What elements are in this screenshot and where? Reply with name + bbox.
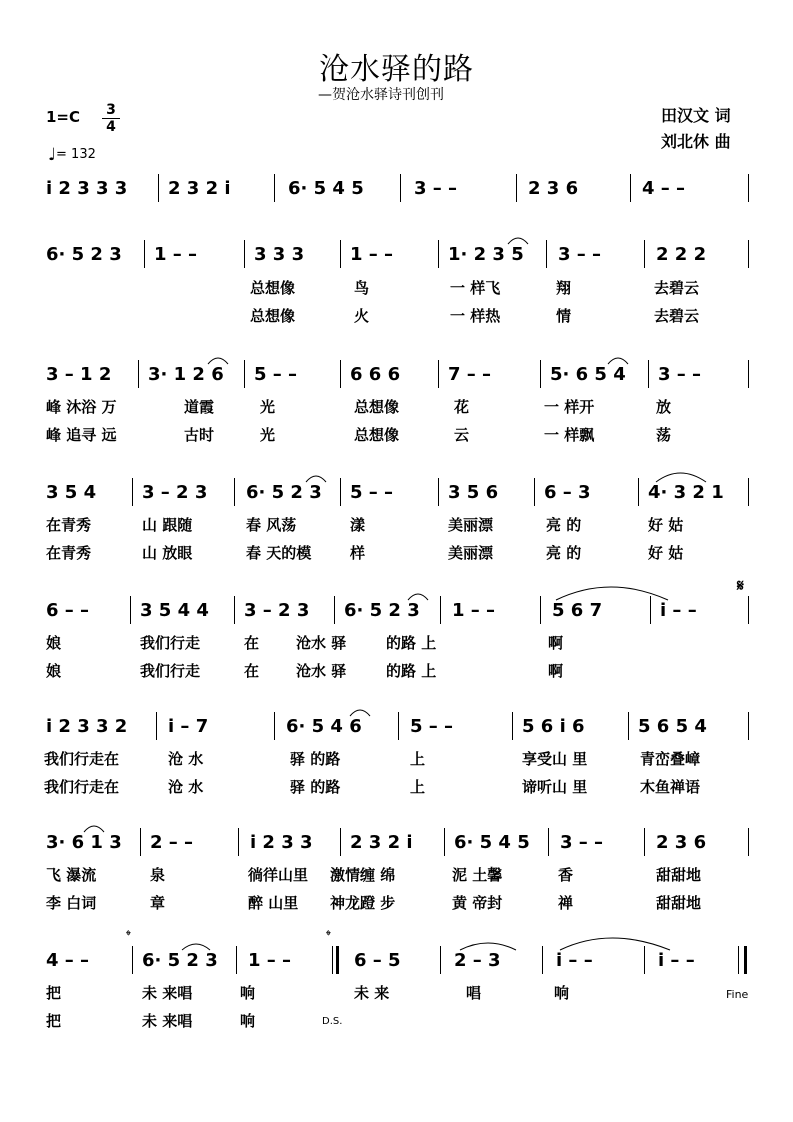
bar-line bbox=[748, 596, 749, 624]
lyric-line-2: 章 bbox=[150, 894, 166, 912]
lyric-line-2: 我们行走在 bbox=[44, 778, 120, 796]
lyric-line-1: 唱 bbox=[466, 984, 482, 1002]
measure: 3 – – bbox=[658, 364, 702, 385]
lyric-line-2: 美丽漂 bbox=[448, 544, 494, 562]
time-signature-top: 3 bbox=[106, 102, 116, 118]
bar-line bbox=[400, 174, 401, 202]
bar-line bbox=[650, 596, 651, 624]
lyric-line-1: 享受山 里 bbox=[522, 750, 588, 768]
tempo-marking bbox=[48, 145, 96, 165]
measure: i – – bbox=[556, 950, 593, 971]
fine-marking: Fine bbox=[726, 988, 749, 1001]
lyric-line-2: 火 bbox=[354, 307, 370, 325]
segno-icon: 𝄋 bbox=[737, 576, 744, 595]
bar-line bbox=[748, 240, 749, 268]
lyric-line-2: 去碧云 bbox=[654, 307, 700, 325]
lyric-line-1: 未 来 bbox=[354, 984, 390, 1002]
lyric-line-1: 光 bbox=[260, 398, 276, 416]
lyric-line-1: 娘 bbox=[46, 634, 62, 652]
measure: 6 – – bbox=[46, 600, 90, 621]
measure: 3 – – bbox=[414, 178, 458, 199]
bar-line bbox=[236, 946, 237, 974]
measure: 6 6 6 bbox=[350, 364, 401, 385]
lyric-line-2: 情 bbox=[556, 307, 572, 325]
bar-line bbox=[738, 946, 739, 974]
lyric-line-1: 未 来唱 bbox=[142, 984, 193, 1002]
song-title: 沧水驿的路 bbox=[319, 52, 474, 87]
coda-icon: 𝄌 bbox=[326, 928, 331, 944]
measure: 6· 5 2 3 bbox=[142, 950, 218, 971]
lyric-line-1: 漾 bbox=[350, 516, 366, 534]
lyric-line-1: 沧水 驿 bbox=[296, 634, 347, 652]
lyric-line-2: 样 bbox=[350, 544, 366, 562]
lyric-line-2: 谛听山 里 bbox=[522, 778, 588, 796]
bar-line bbox=[274, 174, 275, 202]
lyric-line-2: 好 姑 bbox=[648, 544, 684, 562]
final-bar-line bbox=[744, 946, 747, 974]
measure: i 2 3 3 3 bbox=[46, 178, 128, 199]
repeat-bar-line bbox=[336, 946, 339, 974]
slur bbox=[556, 587, 668, 600]
bar-line bbox=[398, 712, 399, 740]
bar-line bbox=[630, 174, 631, 202]
lyric-line-2: 甜甜地 bbox=[656, 894, 702, 912]
measure: 3· 6 1 3 bbox=[46, 832, 122, 853]
measure: 2 2 2 bbox=[656, 244, 707, 265]
lyricist-credit: 田汉文 词 bbox=[661, 106, 731, 125]
lyric-line-1: 春 风荡 bbox=[246, 516, 297, 534]
bar-line bbox=[534, 478, 535, 506]
lyric-line-1: 山 跟随 bbox=[142, 516, 193, 534]
measure: i – – bbox=[660, 600, 697, 621]
lyric-line-1: 一 样开 bbox=[544, 398, 595, 416]
lyric-line-2: 李 白词 bbox=[46, 894, 97, 912]
lyric-line-1: 道霞 bbox=[184, 398, 215, 416]
measure: 1 – – bbox=[350, 244, 394, 265]
measure: i 2 3 3 2 bbox=[46, 716, 128, 737]
measure: 5 6 i 6 bbox=[522, 716, 585, 737]
lyric-line-1: 响 bbox=[554, 984, 570, 1002]
measure: 3 5 4 bbox=[46, 482, 97, 503]
bar-line bbox=[144, 240, 145, 268]
measure: 6· 5 2 3 bbox=[246, 482, 322, 503]
lyric-line-2: 响 bbox=[240, 1012, 256, 1030]
key-signature: 1=C bbox=[46, 108, 81, 126]
measure: 3 – 2 3 bbox=[142, 482, 208, 503]
tempo-value: = 132 bbox=[56, 147, 96, 162]
ds-marking: D.S. bbox=[322, 1016, 343, 1027]
lyric-line-2: 驿 的路 bbox=[290, 778, 341, 796]
lyric-line-1: 飞 瀑流 bbox=[46, 866, 97, 884]
slur bbox=[560, 938, 670, 950]
bar-line bbox=[334, 596, 335, 624]
lyric-line-1: 的路 上 bbox=[386, 634, 437, 652]
bar-line bbox=[444, 828, 445, 856]
coda-icon: 𝄌 bbox=[126, 928, 131, 944]
bar-line bbox=[340, 828, 341, 856]
bar-line bbox=[638, 478, 639, 506]
lyric-line-1: 驿 的路 bbox=[290, 750, 341, 768]
measure: 5 – – bbox=[350, 482, 394, 503]
bar-line bbox=[438, 240, 439, 268]
lyric-line-1: 花 bbox=[454, 398, 470, 416]
measure: 5 – – bbox=[410, 716, 454, 737]
measure: 3 – – bbox=[560, 832, 604, 853]
lyric-line-1: 美丽漂 bbox=[448, 516, 494, 534]
bar-line bbox=[512, 712, 513, 740]
lyric-line-2: 未 来唱 bbox=[142, 1012, 193, 1030]
measure: 3 – 2 3 bbox=[244, 600, 310, 621]
measure: 5 – – bbox=[254, 364, 298, 385]
lyric-line-1: 我们行走 bbox=[140, 634, 201, 652]
lyric-line-1: 响 bbox=[240, 984, 256, 1002]
lyric-line-1: 好 姑 bbox=[648, 516, 684, 534]
measure: 3 – 1 2 bbox=[46, 364, 112, 385]
bar-line bbox=[138, 360, 139, 388]
lyric-line-1: 我们行走在 bbox=[44, 750, 120, 768]
measure: 3 5 4 4 bbox=[140, 600, 209, 621]
measure: 7 – – bbox=[448, 364, 492, 385]
lyric-line-2: 沧 水 bbox=[168, 778, 204, 796]
measure: 4 – – bbox=[46, 950, 90, 971]
bar-line bbox=[516, 174, 517, 202]
measure: 6 – 5 bbox=[354, 950, 401, 971]
bar-line bbox=[628, 712, 629, 740]
bar-line bbox=[440, 596, 441, 624]
bar-line bbox=[540, 360, 541, 388]
bar-line bbox=[244, 360, 245, 388]
lyric-line-2: 木鱼禅语 bbox=[640, 778, 701, 796]
lyric-line-2: 把 bbox=[46, 1012, 62, 1030]
bar-line bbox=[438, 360, 439, 388]
lyric-line-1: 把 bbox=[46, 984, 62, 1002]
measure: i 2 3 3 bbox=[250, 832, 313, 853]
bar-line bbox=[340, 360, 341, 388]
bar-line bbox=[548, 828, 549, 856]
bar-line bbox=[644, 240, 645, 268]
measure: i – – bbox=[658, 950, 695, 971]
bar-line bbox=[132, 946, 133, 974]
bar-line bbox=[644, 828, 645, 856]
lyric-line-2: 在 bbox=[244, 662, 260, 680]
measure: 5 6 5 4 bbox=[638, 716, 707, 737]
lyric-line-2: 春 天的模 bbox=[246, 544, 312, 562]
time-signature-bottom: 4 bbox=[102, 118, 120, 135]
lyric-line-1: 在青秀 bbox=[46, 516, 92, 534]
measure: 1 – – bbox=[154, 244, 198, 265]
lyric-line-2: 沧水 驿 bbox=[296, 662, 347, 680]
bar-line bbox=[130, 596, 131, 624]
lyric-line-1: 上 bbox=[410, 750, 426, 768]
lyric-line-1: 去碧云 bbox=[654, 279, 700, 297]
bar-line bbox=[234, 478, 235, 506]
lyric-line-2: 光 bbox=[260, 426, 276, 444]
lyric-line-2: 云 bbox=[454, 426, 470, 444]
measure: 6 – 3 bbox=[544, 482, 591, 503]
bar-line bbox=[440, 946, 441, 974]
measure: 6· 5 4 6 bbox=[286, 716, 362, 737]
lyric-line-1: 放 bbox=[656, 398, 672, 416]
lyric-line-1: 峰 沐浴 万 bbox=[46, 398, 117, 416]
lyric-line-2: 亮 的 bbox=[546, 544, 582, 562]
lyric-line-1: 翔 bbox=[556, 279, 572, 297]
measure: 2 3 6 bbox=[528, 178, 579, 199]
bar-line bbox=[540, 596, 541, 624]
time-signature bbox=[102, 102, 120, 135]
lyric-line-1: 亮 的 bbox=[546, 516, 582, 534]
measure: 2 – 3 bbox=[454, 950, 501, 971]
measure: 4 – – bbox=[642, 178, 686, 199]
lyric-line-2: 总想像 bbox=[354, 426, 400, 444]
bar-line bbox=[748, 712, 749, 740]
bar-line bbox=[132, 478, 133, 506]
bar-line bbox=[748, 174, 749, 202]
lyric-line-1: 泥 土馨 bbox=[452, 866, 503, 884]
lyric-line-1: 青峦叠嶂 bbox=[640, 750, 701, 768]
lyric-line-2: 山 放眼 bbox=[142, 544, 193, 562]
measure: 2 3 6 bbox=[656, 832, 707, 853]
measure: 2 3 2 i bbox=[350, 832, 413, 853]
lyric-line-2: 啊 bbox=[548, 662, 564, 680]
slur bbox=[460, 943, 516, 950]
measure: 6· 5 2 3 bbox=[344, 600, 420, 621]
measure: 3· 1 2 6 bbox=[148, 364, 224, 385]
lyric-line-2: 娘 bbox=[46, 662, 62, 680]
song-subtitle: —贺沧水驿诗刊创刊 bbox=[318, 87, 444, 103]
composer-credit: 刘北休 曲 bbox=[661, 132, 731, 151]
measure: 6· 5 4 5 bbox=[288, 178, 364, 199]
measure: 2 – – bbox=[150, 832, 194, 853]
bar-line bbox=[244, 240, 245, 268]
bar-line bbox=[542, 946, 543, 974]
lyric-line-1: 总想像 bbox=[354, 398, 400, 416]
lyric-line-2: 上 bbox=[410, 778, 426, 796]
measure: 5· 6 5 4 bbox=[550, 364, 626, 385]
measure: 3 3 3 bbox=[254, 244, 305, 265]
lyric-line-2: 荡 bbox=[656, 426, 672, 444]
lyric-line-1: 香 bbox=[558, 866, 574, 884]
lyric-line-1: 激情缠 绵 bbox=[330, 866, 396, 884]
lyric-line-2: 我们行走 bbox=[140, 662, 201, 680]
bar-line bbox=[274, 712, 275, 740]
bar-line bbox=[748, 478, 749, 506]
lyric-line-2: 神龙蹬 步 bbox=[330, 894, 396, 912]
lyric-line-2: 醉 山里 bbox=[248, 894, 299, 912]
lyric-line-1: 沧 水 bbox=[168, 750, 204, 768]
bar-line bbox=[438, 478, 439, 506]
bar-line bbox=[158, 174, 159, 202]
lyric-line-2: 禅 bbox=[558, 894, 574, 912]
bar-line bbox=[234, 596, 235, 624]
lyric-line-2: 的路 上 bbox=[386, 662, 437, 680]
lyric-line-1: 鸟 bbox=[354, 279, 370, 297]
bar-line bbox=[332, 946, 333, 974]
lyric-line-2: 古时 bbox=[184, 426, 215, 444]
measure: 3 – – bbox=[558, 244, 602, 265]
bar-line bbox=[238, 828, 239, 856]
lyric-line-1: 徜徉山里 bbox=[248, 866, 309, 884]
lyric-line-1: 在 bbox=[244, 634, 260, 652]
measure: 2 3 2 i bbox=[168, 178, 231, 199]
measure: i – 7 bbox=[168, 716, 209, 737]
quarter-note-icon: ♩ bbox=[48, 145, 57, 165]
lyric-line-1: 总想像 bbox=[250, 279, 296, 297]
bar-line bbox=[748, 360, 749, 388]
bar-line bbox=[340, 478, 341, 506]
measure: 6· 5 4 5 bbox=[454, 832, 530, 853]
measure: 1 – – bbox=[452, 600, 496, 621]
lyric-line-2: 总想像 bbox=[250, 307, 296, 325]
lyric-line-2: 在青秀 bbox=[46, 544, 92, 562]
measure: 3 5 6 bbox=[448, 482, 499, 503]
lyric-line-2: 一 样热 bbox=[450, 307, 501, 325]
lyric-line-1: 泉 bbox=[150, 866, 166, 884]
bar-line bbox=[648, 360, 649, 388]
measure: 1 – – bbox=[248, 950, 292, 971]
bar-line bbox=[340, 240, 341, 268]
measure: 6· 5 2 3 bbox=[46, 244, 122, 265]
lyric-line-1: 啊 bbox=[548, 634, 564, 652]
measure: 5 6 7 bbox=[552, 600, 603, 621]
lyric-line-2: 黄 帝封 bbox=[452, 894, 503, 912]
bar-line bbox=[140, 828, 141, 856]
bar-line bbox=[546, 240, 547, 268]
bar-line bbox=[644, 946, 645, 974]
slur bbox=[656, 473, 706, 482]
bar-line bbox=[156, 712, 157, 740]
lyric-line-1: 一 样飞 bbox=[450, 279, 501, 297]
measure: 4· 3 2 1 bbox=[648, 482, 724, 503]
bar-line bbox=[748, 828, 749, 856]
measure: 1· 2 3 5 bbox=[448, 244, 524, 265]
lyric-line-2: 峰 追寻 远 bbox=[46, 426, 117, 444]
lyric-line-1: 甜甜地 bbox=[656, 866, 702, 884]
lyric-line-2: 一 样飘 bbox=[544, 426, 595, 444]
